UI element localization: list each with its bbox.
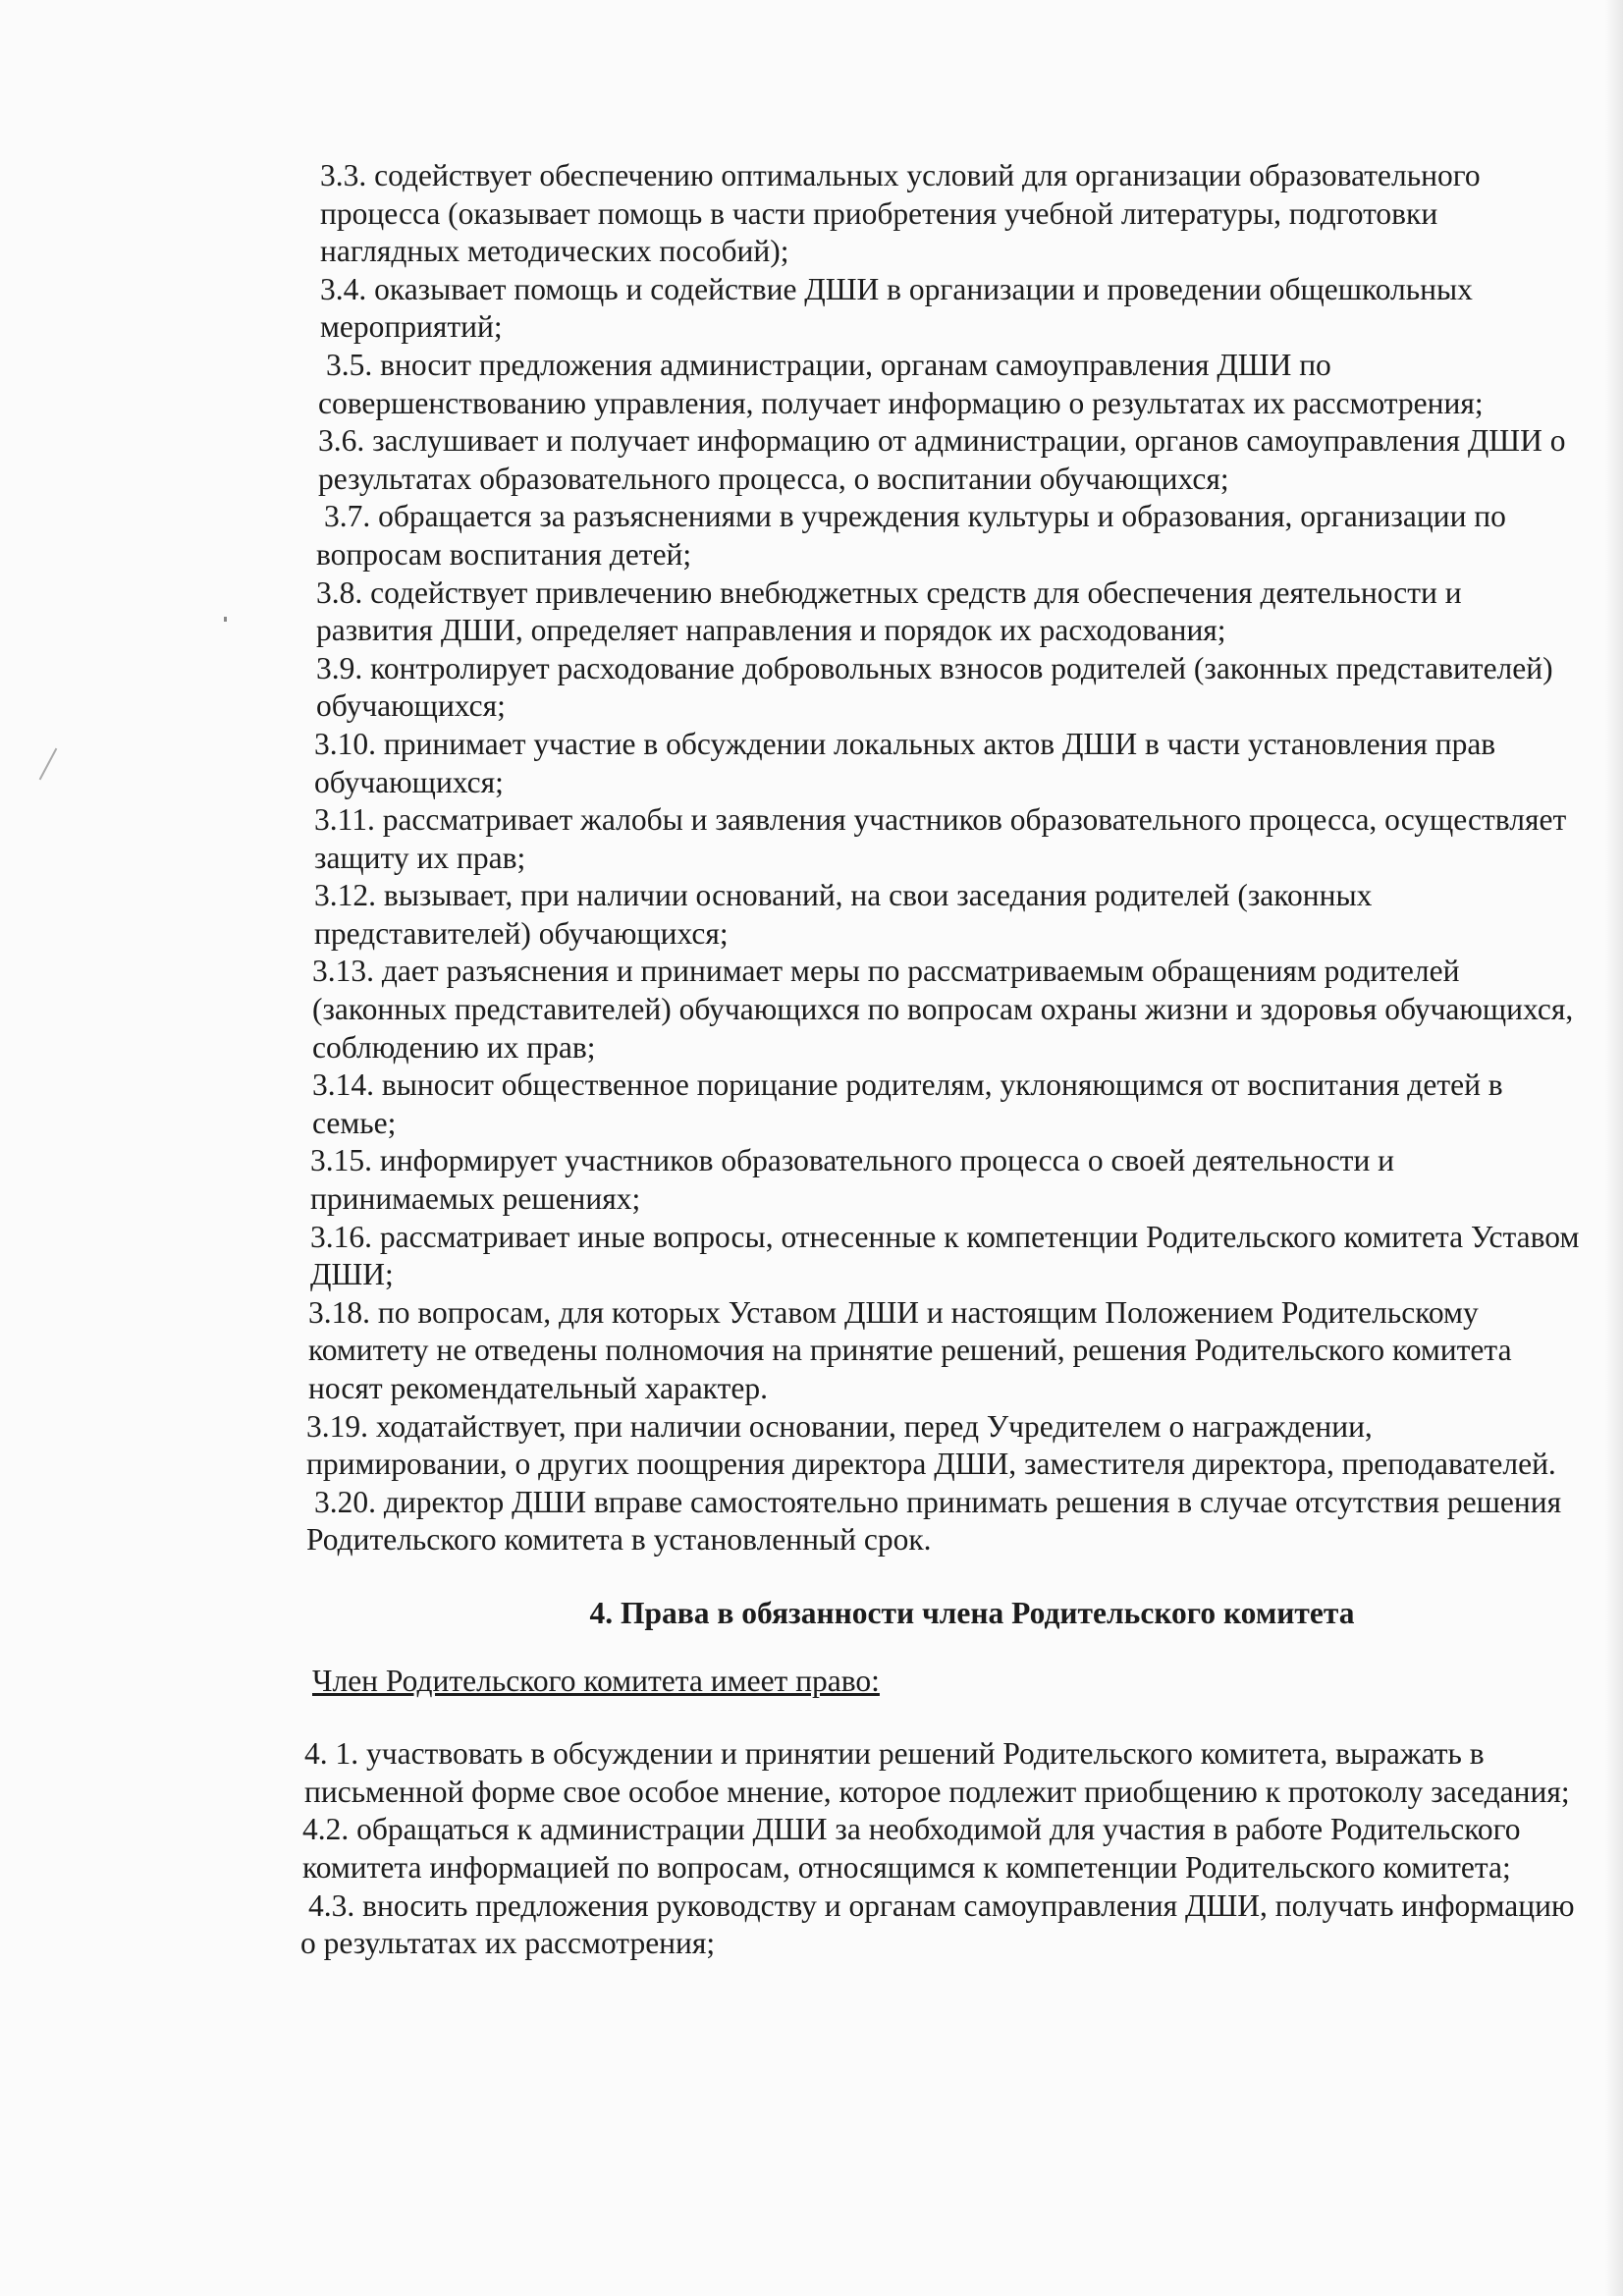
item-4-1: 4. 1. участвовать в обсуждении и принятии решений Родительского комитета, выражать в письменной форме свое особое мнение, которое подлежит приобщению к протоколу заседания; bbox=[304, 1736, 1570, 1809]
item-3-3: 3.3. содействует обеспечению оптимальных условий для организации образовательного процесса (оказывает помощь в части приобретения учебной литературы, подготовки наглядных методических пособий); bbox=[320, 158, 1481, 269]
item-3-8: 3.8. содействует привлечению внебюджетных средств для обеспечения деятельности и развития ДШИ, определяет направления и порядок их расходования; bbox=[316, 574, 1462, 648]
item-3-15: 3.15. информирует участников образовательного процесса о своей деятельности и принимаемых решениях; bbox=[310, 1143, 1395, 1217]
item-3-16: 3.16. рассматривает иные вопросы, отнесенные к компетенции Родительского комитета Уставом ДШИ; bbox=[310, 1219, 1580, 1292]
section-4-heading: 4. Права в обязанности члена Родительского комитета bbox=[589, 1595, 1355, 1630]
item-3-18: 3.18. по вопросам, для которых Уставом ДШИ и настоящим Положением Родительскому комитету не отведены полномочия на принятие решений, решения Родительского комитета носят рекомендательный характер. bbox=[308, 1294, 1512, 1405]
item-3-7: 3.7. обращается за разъяснениями в учреждения культуры и образования, организации по вопросам воспитания детей; bbox=[316, 499, 1506, 572]
scan-speck bbox=[224, 617, 227, 622]
item-4-2: 4.2. обращаться к администрации ДШИ за необходимой для участия в работе Родительского комитета информацией по вопросам, относящимся к компетенции Родительского комитета; bbox=[302, 1812, 1521, 1885]
scan-edge bbox=[1605, 0, 1623, 2296]
document-page bbox=[300, 157, 1581, 1963]
section-4-subheading: Член Родительского комитета имеет право: bbox=[312, 1663, 880, 1698]
item-3-11: 3.11. рассматривает жалобы и заявления участников образовательного процесса, осуществляет защиту их прав; bbox=[314, 802, 1567, 875]
section-4-list bbox=[300, 1735, 1581, 1963]
item-4-3: 4.3. вносить предложения руководству и органам самоуправления ДШИ, получать информацию о результатах их рассмотрения; bbox=[300, 1887, 1575, 1961]
item-3-4: 3.4. оказывает помощь и содействие ДШИ в организации и проведении общешкольных мероприятий; bbox=[320, 271, 1473, 345]
item-3-13: 3.13. дает разъяснения и принимает меры по рассматриваемым обращениям родителей (законных представителей) обучающихся по вопросам охраны жизни и здоровья обучающихся, соблюдению их прав; bbox=[312, 954, 1574, 1065]
scan-speck bbox=[39, 748, 58, 781]
section-3-list bbox=[304, 157, 1581, 1559]
item-3-20: 3.20. директор ДШИ вправе самостоятельно принимать решения в случае отсутствия решения Родительского комитета в установленный срок. bbox=[306, 1484, 1562, 1558]
item-3-12: 3.12. вызывает, при наличии оснований, на свои заседания родителей (законных представителей) обучающихся; bbox=[314, 878, 1373, 951]
item-3-9: 3.9. контролирует расходование добровольных взносов родителей (законных представителей) обучающихся; bbox=[316, 650, 1553, 724]
item-3-19: 3.19. ходатайствует, при наличии основании, перед Учредителем о награждении, примировании, о других поощрения директора ДШИ, заместителя директора, преподавателей. bbox=[306, 1408, 1556, 1482]
item-3-5: 3.5. вносит предложения администрации, органам самоуправления ДШИ по совершенствованию управления, получает информацию о результатах их рассмотрения; bbox=[318, 347, 1484, 420]
item-3-6: 3.6. заслушивает и получает информацию от администрации, органов самоуправления ДШИ о результатах образовательного процесса, о воспитании обучающихся; bbox=[318, 423, 1566, 496]
item-3-14: 3.14. выносит общественное порицание родителям, уклоняющимся от воспитания детей в семье; bbox=[312, 1067, 1503, 1140]
item-3-10: 3.10. принимает участие в обсуждении локальных актов ДШИ в части установления прав обучающихся; bbox=[314, 726, 1496, 799]
